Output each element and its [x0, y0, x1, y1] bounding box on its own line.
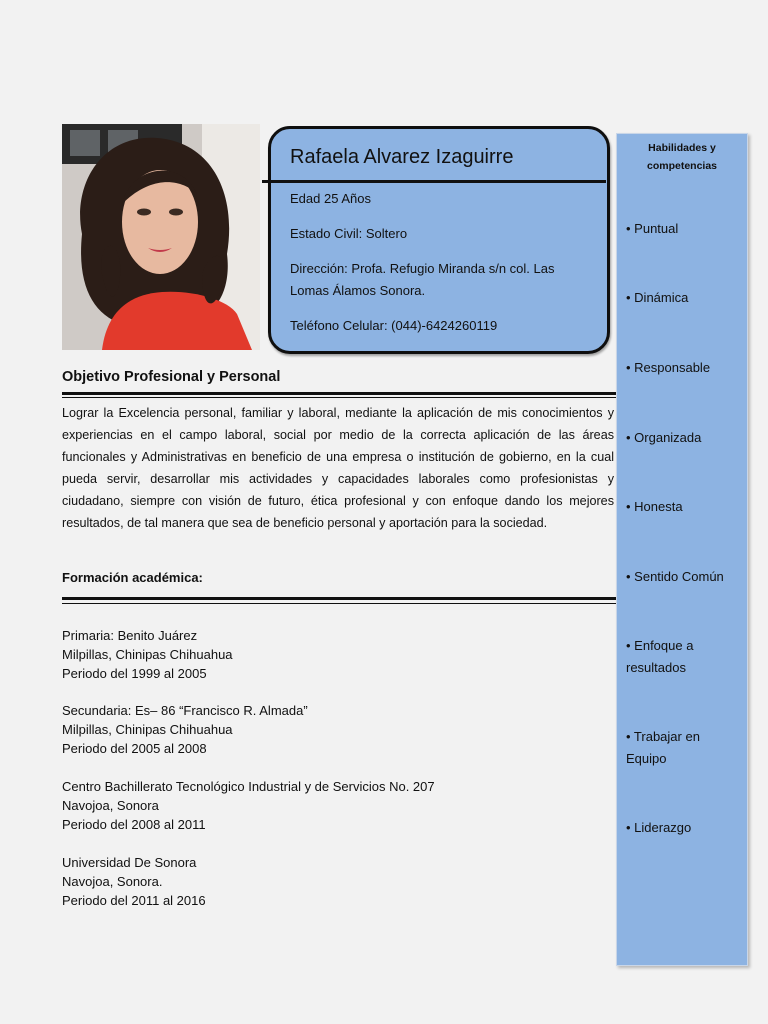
skill-item	[626, 566, 744, 588]
skill-item	[626, 287, 744, 309]
skills-title-line-2: competencias	[646, 160, 718, 172]
skill-item	[626, 635, 744, 679]
school-name: Secundaria: Es– 86 “Francisco R. Almada”	[62, 703, 308, 718]
skills-title-line-1: Habilidades y	[648, 142, 716, 154]
skill-label: • Dinámica	[626, 290, 689, 305]
profile-photo	[62, 124, 260, 350]
candidate-name: Rafaela Alvarez Izaguirre	[290, 146, 514, 168]
education-divider-thick	[62, 597, 624, 600]
civil-status-text: Estado Civil: Soltero	[290, 226, 408, 241]
skills-sidebar	[616, 133, 748, 966]
education-entry	[62, 701, 308, 758]
school-name: Universidad De Sonora	[62, 855, 197, 870]
skill-label: • Organizada	[626, 430, 702, 445]
skill-item	[626, 726, 744, 770]
portrait-illustration	[62, 124, 260, 350]
skill-label: • Honesta	[626, 499, 683, 514]
skill-item	[626, 427, 744, 449]
education-heading: Formación académica:	[62, 570, 203, 585]
objective-paragraph: Lograr la Excelencia personal, familiar y laboral, mediante la aplicación de mis conocimientos y experiencias en el campo laboral, social por medio de la correcta aplicación de las áreas funcionales y Administrativas en beneficio de una empresa o institución de gobierno, en la cual pueda servir, desarrollar mis actividades y capacidades laborales como profesionistas y ciudadano, siempre con visión de futuro, ética profesional y con enfoque dando los mejores resultados, de tal manera que sea de beneficio personal y aportación para la sociedad.	[62, 406, 614, 530]
school-location: Navojoa, Sonora	[62, 798, 159, 813]
skill-item	[626, 817, 744, 839]
skill-item	[626, 218, 744, 240]
skill-item	[626, 357, 744, 379]
school-location: Milpillas, Chinipas Chihuahua	[62, 647, 233, 662]
school-name: Primaria: Benito Juárez	[62, 628, 198, 643]
skill-label: • Liderazgo	[626, 820, 692, 835]
education-entry	[62, 626, 233, 683]
education-entry	[62, 853, 206, 910]
age-text: Edad 25 Años	[290, 191, 371, 206]
skill-label-continued: resultados	[626, 660, 686, 675]
skill-label: • Trabajar en	[626, 729, 700, 744]
address-line-2: Lomas Álamos Sonora.	[290, 283, 426, 298]
school-name: Centro Bachillerato Tecnológico Industrial y de Servicios No. 207	[62, 779, 435, 794]
school-location: Navojoa, Sonora.	[62, 874, 163, 889]
address-line-1: Dirección: Profa. Refugio Miranda s/n col. Las	[290, 261, 555, 276]
school-location: Milpillas, Chinipas Chihuahua	[62, 722, 233, 737]
objective-heading: Objetivo Profesional y Personal	[62, 369, 281, 385]
phone-text: Teléfono Celular: (044)-6424260119	[290, 318, 498, 333]
skill-item	[626, 496, 744, 518]
school-period: Periodo del 1999 al 2005	[62, 666, 207, 681]
skill-label: • Responsable	[626, 360, 711, 375]
school-period: Periodo del 2008 al 2011	[62, 817, 206, 832]
name-divider	[262, 180, 606, 183]
skill-label-continued: Equipo	[626, 751, 667, 766]
skill-label: • Sentido Común	[626, 569, 724, 584]
education-divider-thin	[62, 603, 624, 604]
skill-label: • Enfoque a	[626, 638, 694, 653]
objective-divider-thin	[62, 397, 624, 398]
skills-title	[620, 139, 744, 175]
school-period: Periodo del 2005 al 2008	[62, 741, 207, 756]
skill-label: • Puntual	[626, 221, 679, 236]
school-period: Periodo del 2011 al 2016	[62, 893, 206, 908]
education-entry	[62, 777, 435, 834]
objective-divider-thick	[62, 392, 624, 395]
